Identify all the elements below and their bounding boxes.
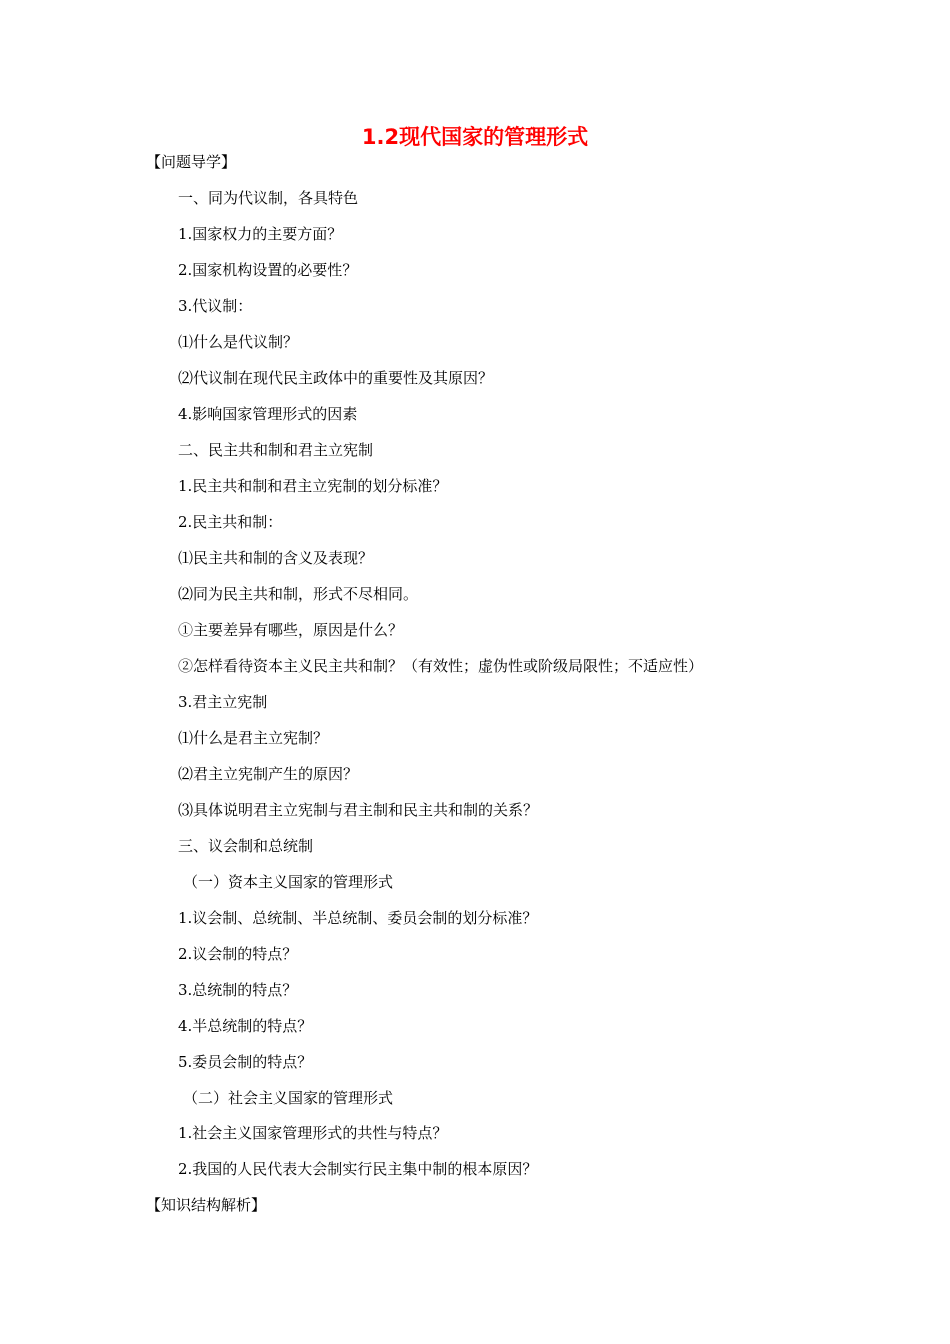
sub-heading-capitalist: （一）资本主义国家的管理形式 (183, 873, 394, 891)
outline-heading-1: 一、同为代议制，各具特色 (178, 189, 359, 207)
question-line: 3.代议制： (178, 297, 253, 315)
question-line: 4.影响国家管理形式的因素 (178, 405, 358, 423)
sub-heading-socialist: （二）社会主义国家的管理形式 (183, 1089, 394, 1107)
document-title: 1.2现代国家的管理形式 (361, 125, 589, 149)
question-line: 1.国家权力的主要方面？ (178, 225, 343, 243)
outline-heading-2: 二、民主共和制和君主立宪制 (178, 441, 374, 459)
question-line: 1.议会制、总统制、半总统制、委员会制的划分标准？ (178, 909, 538, 927)
question-line: ⑵同为民主共和制，形式不尽相同。 (178, 585, 419, 603)
question-line: 2.国家机构设置的必要性？ (178, 261, 358, 279)
question-line: 1.社会主义国家管理形式的共性与特点？ (178, 1124, 448, 1142)
question-line: 2.议会制的特点？ (178, 945, 298, 963)
question-line: 2.我国的人民代表大会制实行民主集中制的根本原因？ (178, 1160, 538, 1178)
question-line: 2.民主共和制： (178, 513, 283, 531)
question-line: ②怎样看待资本主义民主共和制？（有效性；虚伪性或阶级局限性；不适应性） (178, 657, 704, 675)
question-line: ①主要差异有哪些，原因是什么？ (178, 621, 404, 639)
question-line: ⑴民主共和制的含义及表现？ (178, 549, 374, 567)
question-line: ⑶具体说明君主立宪制与君主制和民主共和制的关系？ (178, 801, 539, 819)
question-line: ⑵代议制在现代民主政体中的重要性及其原因？ (178, 369, 494, 387)
question-line: 5.委员会制的特点？ (178, 1053, 313, 1071)
section-heading-guided-questions: 【问题导学】 (146, 153, 237, 171)
question-line: 4.半总统制的特点？ (178, 1017, 313, 1035)
section-heading-knowledge-structure: 【知识结构解析】 (146, 1196, 267, 1214)
question-line: 1.民主共和制和君主立宪制的划分标准？ (178, 477, 448, 495)
question-line: ⑵君主立宪制产生的原因？ (178, 765, 359, 783)
question-line: ⑴什么是君主立宪制？ (178, 729, 329, 747)
question-line: ⑴什么是代议制？ (178, 333, 299, 351)
outline-heading-3: 三、议会制和总统制 (178, 837, 314, 855)
question-line: 3.总统制的特点？ (178, 981, 298, 999)
question-line: 3.君主立宪制 (178, 693, 268, 711)
